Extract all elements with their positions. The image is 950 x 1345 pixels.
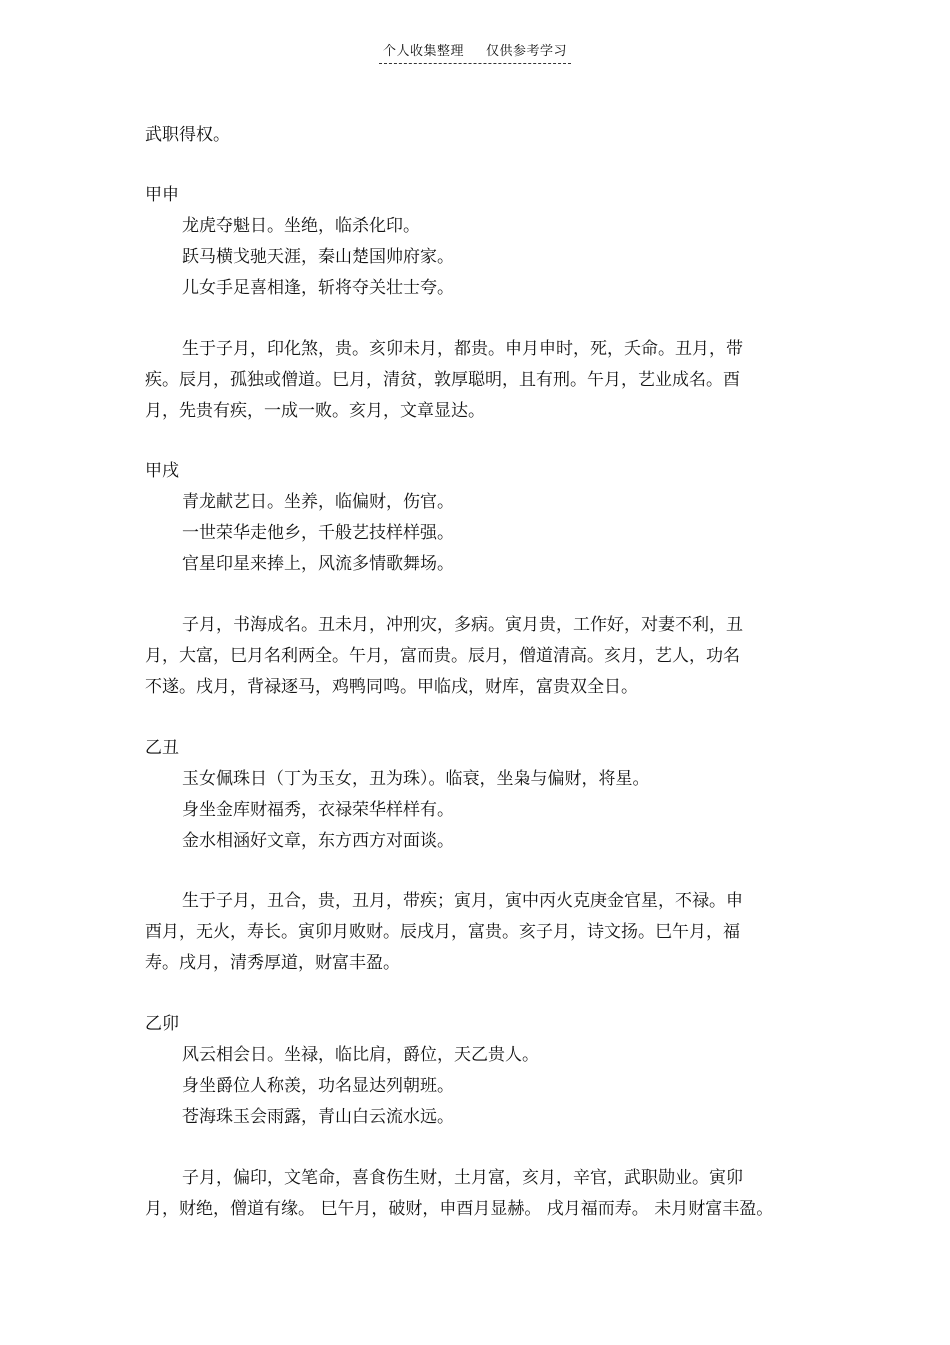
paragraph-line: 月，大富，巳月名利两全。午月，富而贵。辰月，僧道清高。亥月，艺人，功名 <box>145 646 740 666</box>
intro-block <box>145 120 795 151</box>
verse-line: 官星印星来捧上，风流多情歌舞场。 <box>182 554 454 574</box>
page-header <box>0 40 950 64</box>
verse-line: 身坐爵位人称羡，功名显达列朝班。 <box>182 1076 454 1096</box>
paragraph-line: 月，先贵有疾，一成一败。亥月，文章显达。 <box>145 401 485 421</box>
section-yichou <box>145 733 795 857</box>
verse-line: 儿女手足喜相逢，斩将夺关壮士夸。 <box>182 278 454 298</box>
verse-line: 龙虎夺魁日。坐绝，临杀化印。 <box>182 216 420 236</box>
verse-line: 身坐金库财福秀，衣禄荣华样样有。 <box>182 800 454 820</box>
verse-line: 风云相会日。坐禄，临比肩，爵位，天乙贵人。 <box>182 1045 539 1065</box>
verse-line: 金水相涵好文章，东方西方对面谈。 <box>182 831 454 851</box>
header-left-text: 个人收集整理 <box>382 44 464 59</box>
paragraph-yimao <box>145 1163 795 1225</box>
header-text <box>379 40 571 64</box>
paragraph-yichou <box>145 886 795 979</box>
intro-line: 武职得权。 <box>145 125 230 145</box>
verse-line: 苍海珠玉会雨露，青山白云流水远。 <box>182 1107 454 1127</box>
paragraph-line: 疾。辰月，孤独或僧道。巳月，清贫，敦厚聪明，且有刑。午月，艺业成名。酉 <box>145 370 740 390</box>
section-jiashen <box>145 180 795 304</box>
section-title: 甲戌 <box>145 461 179 481</box>
paragraph-line: 生于子月，丑合，贵，丑月，带疾；寅月，寅中丙火克庚金官星，不禄。申 <box>182 891 743 911</box>
section-title: 乙卯 <box>145 1014 179 1034</box>
section-jiaxu <box>145 456 795 580</box>
paragraph-line: 酉月，无火，寿长。寅卯月败财。辰戌月，富贵。亥子月，诗文扬。巳午月，福 <box>145 922 740 942</box>
paragraph-line: 生于子月，印化煞，贵。亥卯未月，都贵。申月申时，死，夭命。丑月，带 <box>182 339 743 359</box>
header-right-text: 仅供参考学习 <box>486 44 568 59</box>
paragraph-line: 月，财绝，僧道有缘。 巳午月，破财，申酉月显赫。 戌月福而寿。 未月财富丰盈。 <box>145 1199 774 1219</box>
verse-line: 跃马横戈驰天涯，秦山楚国帅府家。 <box>182 247 454 267</box>
section-title: 乙丑 <box>145 738 179 758</box>
verse-line: 玉女佩珠日（丁为玉女，丑为珠）。临衰，坐枭与偏财，将星。 <box>182 769 650 789</box>
paragraph-jiashen <box>145 334 795 427</box>
verse-line: 青龙献艺日。坐养，临偏财，伤官。 <box>182 492 454 512</box>
section-title: 甲申 <box>145 185 179 205</box>
paragraph-line: 寿。戌月，清秀厚道，财富丰盈。 <box>145 953 400 973</box>
section-yimao <box>145 1009 795 1133</box>
verse-line: 一世荣华走他乡，千般艺技样样强。 <box>182 523 454 543</box>
paragraph-line: 子月，书海成名。丑未月，冲刑灾，多病。寅月贵，工作好，对妻不利，丑 <box>182 615 743 635</box>
paragraph-jiaxu <box>145 610 795 703</box>
paragraph-line: 不遂。戌月，背禄逐马，鸡鸭同鸣。甲临戌，财库，富贵双全日。 <box>145 677 638 697</box>
paragraph-line: 子月，偏印，文笔命，喜食伤生财，土月富，亥月，辛官，武职勋业。寅卯 <box>182 1168 743 1188</box>
